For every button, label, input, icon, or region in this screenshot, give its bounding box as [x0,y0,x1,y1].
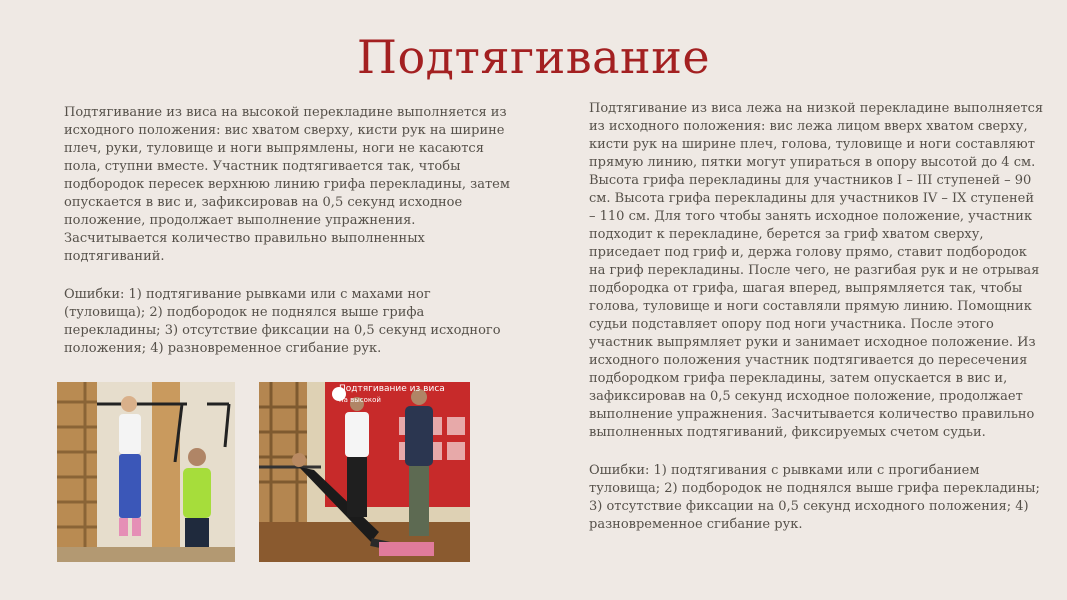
high-bar-errors: Ошибки: 1) подтягивание рывками или с махами ног (туловища); 2) подбородок не поднялся выше грифа перекладины; 3) отсутствие фиксации на 0,5 секунд исходного положения; 4) разновременное сгибание рук. [64,287,501,356]
low-bar-photo [259,382,470,562]
page-title: Подтягивание [356,30,711,84]
high-bar-photo [57,382,235,562]
banner-line-2: на высокой [339,396,381,404]
low-bar-errors: Ошибки: 1) подтягивания с рывками или с прогибанием туловища; 2) подбородок не поднялся выше грифа перекладины; 3) отсутствие фиксации на 0,5 секунд исходного положения; 4) разновременное сгибание рук. [589,463,1040,532]
right-column [589,100,1044,534]
high-bar-description: Подтягивание из виса на высокой перекладине выполняется из исходного положения: вис хватом сверху, кисти рук на ширине плеч, руки, туловище и ноги выпрямлены, ноги не касаются пола, ступни вместе. Участник подтягивается так, чтобы подбородок пересек верхнюю линию грифа перекладины, затем опускается в вис и, зафиксировав на 0,5 секунд исходное положение, продолжает выполнение упражнения. Засчитывается количество правильно выполненных подтягиваний. [64,105,510,264]
low-bar-description: Подтягивание из виса лежа на низкой перекладине выполняется из исходного положения: вис лежа лицом вверх хватом сверху, кисти рук на ширине плеч, голова, туловище и ноги составляют прямую линию, пятки могут упираться в опору высотой до 4 см. Высота грифа перекладины для участников I – III ступеней – 90 см. Высота грифа перекладины для участников IV – IX ступеней – 110 см. Для того чтобы занять исходное положение, участник подходит к перекладине, берется за гриф хватом сверху, приседает под гриф и, держа голову прямо, ставит подбородок на гриф перекладины. После чего, не разгибая рук и не отрывая подбородка от грифа, шагая вперед, выпрямляется так, чтобы голова, туловище и ноги составляли прямую линию. Помощник судьи подставляет опору под ноги участника. После этого участник выпрямляет руки и занимает исходное положение. Из исходного положения участник подтягивается до пересечения подбородком грифа перекладины, затем опускается в вис и, зафиксировав на 0,5 секунд исходное положение, продолжает выполнение упражнения. Засчитывается количество правильно выполненных подтягиваний, фиксируемых счетом судьи. [589,101,1044,440]
banner-line-1: Подтягивание из виса [339,384,445,394]
left-column [64,104,516,358]
